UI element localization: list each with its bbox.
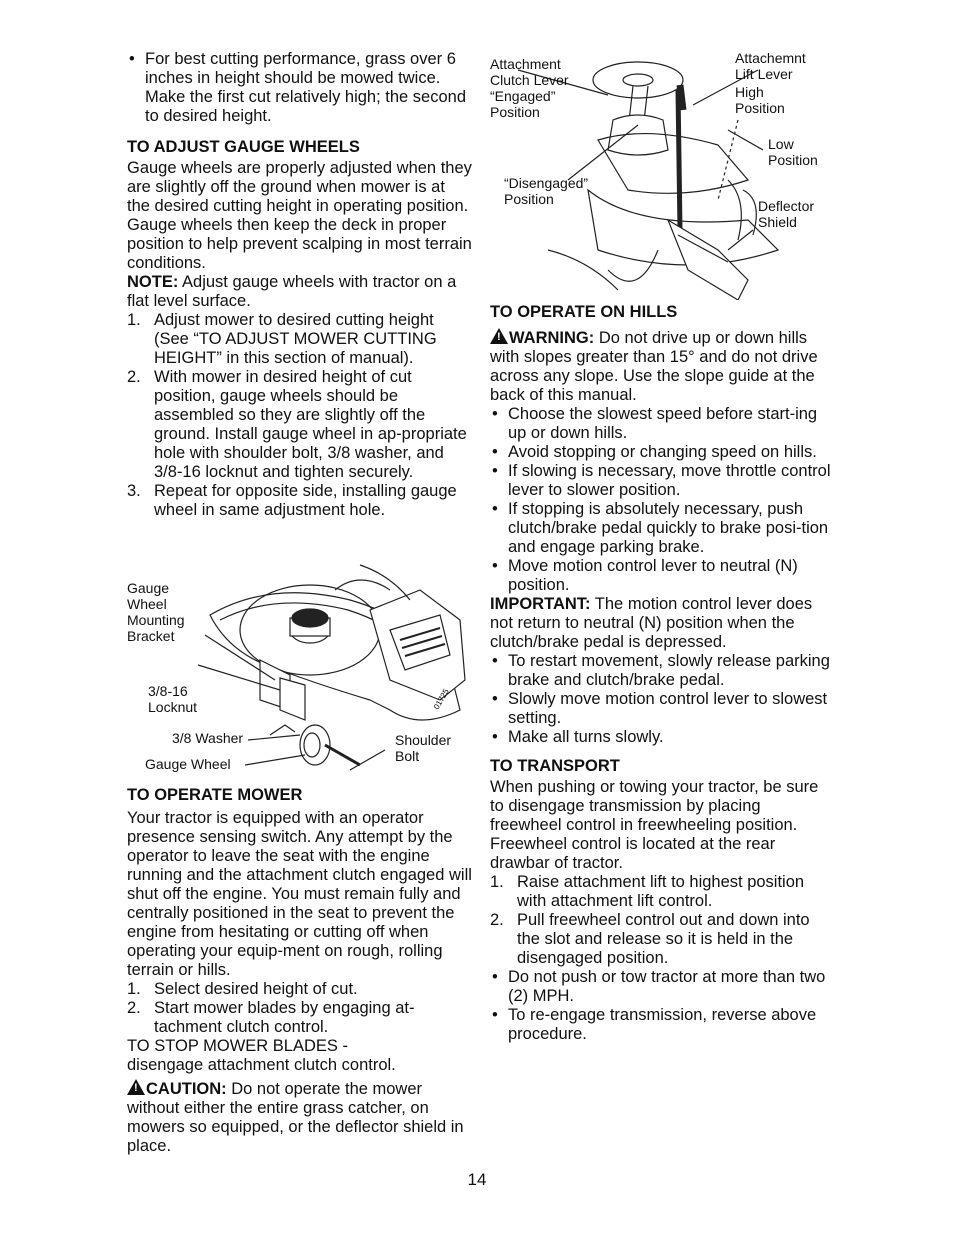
gauge-note bbox=[127, 273, 472, 311]
caution-icon: ! bbox=[127, 1079, 145, 1095]
gauge-wheel-figure bbox=[120, 560, 470, 782]
warning-icon: ! bbox=[490, 328, 508, 344]
gauge-step: 1. Adjust mower to desired cutting height (See “TO ADJUST MOWER CUTTING HEIGHT” in this section of manual). bbox=[127, 311, 437, 367]
caution-label: CAUTION: bbox=[146, 1080, 227, 1098]
hills-bullet: • Move motion control lever to neutral (N) position. bbox=[490, 557, 835, 595]
stop-blades-instruction: disengage attachment clutch control. bbox=[127, 1056, 396, 1074]
important-text: The motion control lever does not return to neutral (N) position when the clutch/brake pedal is depressed. bbox=[490, 595, 813, 651]
transport-heading: TO TRANSPORT bbox=[490, 757, 620, 775]
label-high-position: High Position bbox=[735, 84, 785, 116]
important-note bbox=[490, 595, 835, 652]
label-locknut: 3/8-16 Locknut bbox=[148, 683, 198, 715]
operate-mower-paragraph: Your tractor is equipped with an operator presence sensing switch. Any attempt by the operator to leave the seat with the engine running and the attachment clutch engaged will shut off the engine. You must remain fully and centrally positioned in the seat to prevent the engine from hesitating or cutting off when operating your equip-ment on rough, rolling terrain or hills. bbox=[127, 809, 472, 979]
figure-code: 01725 bbox=[431, 687, 451, 711]
hills-heading: TO OPERATE ON HILLS bbox=[490, 303, 678, 321]
label-washer: 3/8 Washer bbox=[172, 730, 244, 746]
hills-bullet: • Choose the slowest speed before start-ing up or down hills. bbox=[490, 405, 835, 443]
intro-bullet: • For best cutting performance, grass over 6 inches in height should be mowed twice. Make the first cut relatively high; the second to desired height. bbox=[127, 50, 475, 126]
operate-step: 1. Select desired height of cut. bbox=[127, 980, 358, 998]
label-clutch-engaged: Attachment Clutch Lever “Engaged” Position bbox=[490, 56, 569, 120]
hills-bullet: • To restart movement, slowly release parking brake and clutch/brake pedal. bbox=[490, 652, 835, 690]
caution-paragraph bbox=[127, 1079, 472, 1156]
label-deflector-shield: Deflector Shield bbox=[758, 198, 815, 230]
hills-warning bbox=[490, 328, 835, 405]
gauge-wheels-paragraph: Gauge wheels are properly adjusted when they are slightly off the ground when mower is at the desired cutting height in operating position. Gauge wheels then keep the deck in proper position to help prevent scalping in most terrain conditions. bbox=[127, 159, 472, 272]
label-gauge-mounting: Gauge Wheel Mounting Bracket bbox=[127, 580, 185, 644]
label-lift-lever: Attachemnt Lift Lever bbox=[735, 50, 806, 82]
operate-step: 2. Start mower blades by engaging at-tachment clutch control. bbox=[127, 999, 415, 1036]
tractor-lever-figure bbox=[488, 50, 838, 300]
label-shoulder-bolt: Shoulder Bolt bbox=[395, 732, 452, 764]
gauge-step: 3. Repeat for opposite side, installing gauge wheel in same adjustment hole. bbox=[127, 482, 457, 519]
stop-blades-line: TO STOP MOWER BLADES - bbox=[127, 1037, 348, 1055]
warning-text: Do not drive up or down hills with slopes greater than 15° and do not drive across any slope. Use the slope guide at the back of this manual. bbox=[490, 329, 818, 404]
important-label: IMPORTANT: bbox=[490, 595, 591, 613]
transport-step: 1. Raise attachment lift to highest position with attachment lift control. bbox=[490, 873, 805, 910]
caution-text: Do not operate the mower without either the entire grass catcher, on mowers so equipped, or the deflector shield in place. bbox=[127, 1080, 464, 1155]
label-gauge-wheel: Gauge Wheel bbox=[145, 756, 231, 772]
transport-step: 2. Pull freewheel control out and down into the slot and release so it is held in the disengaged position. bbox=[490, 911, 810, 967]
hills-bullet: • Make all turns slowly. bbox=[490, 728, 835, 747]
hills-bullet: • If slowing is necessary, move throttle control lever to slower position. bbox=[490, 462, 835, 500]
left-column bbox=[127, 50, 472, 520]
gauge-step: 2. With mower in desired height of cut position, gauge wheels should be assembled so they are slightly off the ground. Install gauge wheel in ap-propriate hole with shoulder bolt, 3/8 washer, and 3/8-16 locknut and tighten securely. bbox=[127, 368, 467, 481]
transport-bullet: • To re-engage transmission, reverse above procedure. bbox=[490, 1006, 835, 1044]
transport-paragraph: When pushing or towing your tractor, be sure to disengage transmission by placing freewheel control in freewheeling position. Freewheel control is located at the rear drawbar of tractor. bbox=[490, 778, 819, 872]
operate-mower-section bbox=[127, 786, 472, 1156]
page-number: 14 bbox=[467, 1170, 487, 1189]
right-column bbox=[490, 303, 835, 1044]
operate-mower-heading: TO OPERATE MOWER bbox=[127, 786, 303, 804]
label-low-position: Low Position bbox=[768, 136, 818, 168]
transport-bullet: • Do not push or tow tractor at more than two (2) MPH. bbox=[490, 968, 835, 1006]
hills-bullet: • If stopping is absolutely necessary, push clutch/brake pedal quickly to brake posi-tion and engage parking brake. bbox=[490, 500, 835, 557]
hills-bullet: • Avoid stopping or changing speed on hills. bbox=[490, 443, 835, 462]
warning-label: WARNING: bbox=[509, 329, 595, 347]
gauge-wheels-heading: TO ADJUST GAUGE WHEELS bbox=[127, 138, 360, 156]
hills-bullet: • Slowly move motion control lever to slowest setting. bbox=[490, 690, 835, 728]
note-text: Adjust gauge wheels with tractor on a flat level surface. bbox=[127, 273, 457, 310]
note-label: NOTE: bbox=[127, 273, 179, 291]
label-clutch-disengaged: “Disengaged” Position bbox=[504, 175, 589, 207]
